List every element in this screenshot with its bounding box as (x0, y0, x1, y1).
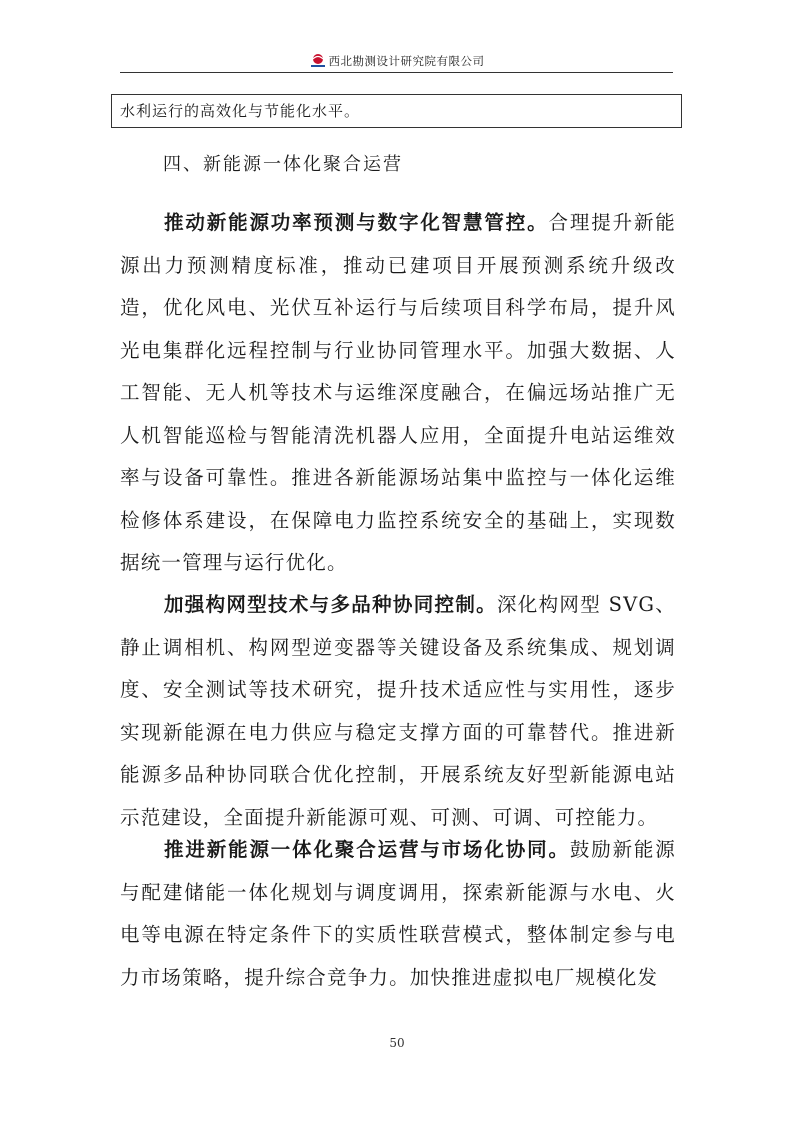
paragraph (120, 829, 676, 999)
paragraph-body: 合理提升新能源出力预测精度标准，推动已建项目开展预测系统升级改造，优化风电、光伏互补运行与后续项目科学布局，提升风光电集群化远程控制与行业协同管理水平。加强大数据、人工智能、无人机等技术与运维深度融合，在偏远场站推广无人机智能巡检与智能清洗机器人应用，全面提升电站运维效率与设备可靠性。推进各新能源场站集中监控与一体化运维检修体系建设，在保障电力监控系统安全的基础上，实现数据统一管理与运行优化。 (120, 211, 677, 574)
section-heading: 四、新能源一体化聚合运营 (163, 154, 403, 175)
company-logo-icon (309, 53, 327, 69)
paragraph (120, 202, 676, 585)
page-header (120, 50, 673, 73)
paragraph (120, 584, 676, 839)
paragraph-title: 加强构网型技术与多品种协同控制。 (164, 593, 497, 616)
paragraph-body: 深化构网型 SVG、静止调相机、构网型逆变器等关键设备及系统集成、规划调度、安全测试等技术研究，提升技术适应性与实用性，逐步实现新能源在电力供应与稳定支撑方面的可靠替代。推进新能源多品种协同联合优化控制，开展系统友好型新能源电站示范建设，全面提升新能源可观、可测、可调、可控能力。 (120, 593, 677, 829)
paragraph-title: 推动新能源功率预测与数字化智慧管控。 (164, 211, 549, 234)
paragraph-body: 鼓励新能源与配建储能一体化规划与调度调用，探索新能源与水电、火电等电源在特定条件下的实质性联营模式，整体制定参与电力市场策略，提升综合竞争力。加快推进虚拟电厂规模化发 (120, 838, 676, 989)
boxed-text: 水利运行的高效化与节能化水平。 (111, 94, 682, 128)
paragraph-title: 推进新能源一体化聚合运营与市场化协同。 (164, 838, 570, 861)
page-number: 50 (389, 1036, 405, 1050)
header-org-name: 西北勘测设计研究院有限公司 (328, 54, 485, 68)
